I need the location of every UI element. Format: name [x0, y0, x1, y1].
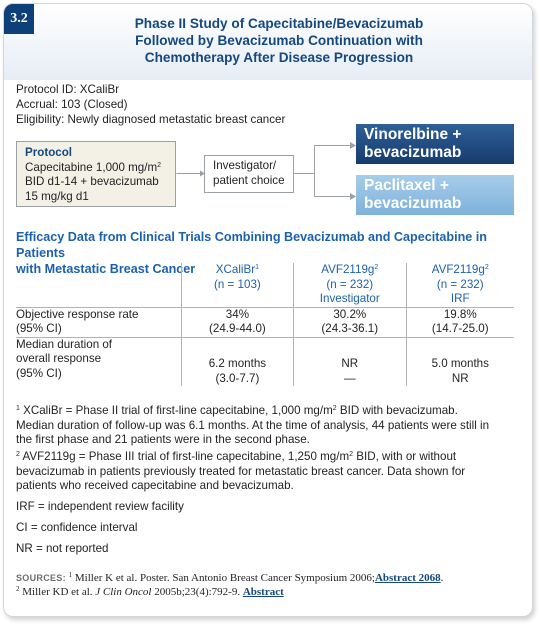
- col-sup: 2: [484, 264, 489, 271]
- header-xcalibr: [181, 263, 293, 307]
- table-cell: [294, 307, 406, 337]
- cell-ci: (24.9-44.0): [209, 322, 266, 335]
- cell-value: 6.2 months: [208, 357, 267, 370]
- source-mark: 1: [68, 571, 73, 579]
- footnote-xcalibr: [16, 404, 514, 448]
- protocol-dose-sup: 2: [157, 161, 162, 169]
- arm1-line-2: bevacizumab: [364, 144, 462, 161]
- source-line-2: [16, 586, 516, 600]
- footnote-line: Median duration of follow-up was 6.1 months. At the time of analysis, 44 patients were still in: [16, 418, 490, 432]
- arm2-line-2: bevacizumab: [364, 195, 462, 212]
- table-cell: [406, 337, 514, 386]
- choice-line-2: patient choice: [213, 174, 285, 187]
- cell-ci: —: [343, 371, 356, 385]
- row-label: [16, 307, 181, 337]
- protocol-heading: Protocol: [25, 146, 73, 159]
- table-cell: [406, 307, 514, 337]
- footnote-line: patients who received capecitabine and bevacizumab.: [16, 479, 294, 492]
- journal-name: J Clin Oncol: [95, 585, 152, 598]
- source-text: Miller K et al. Poster. San Antonio Breast Cancer Symposium 2006;: [72, 572, 375, 584]
- footnote-mark: 2: [16, 451, 20, 458]
- eligibility: Eligibility: Newly diagnosed metastatic breast cancer: [16, 113, 286, 126]
- efficacy-table: [16, 263, 514, 386]
- row-label: [16, 337, 181, 386]
- sources-label: SOURCES:: [16, 573, 66, 583]
- col-n: (n = 232): [436, 277, 484, 291]
- cell-value: NR: [341, 357, 359, 370]
- footnote-avf2119g: [16, 450, 514, 494]
- table-row: [16, 337, 514, 386]
- abbrev-nr: NR = not reported: [16, 542, 109, 555]
- col-sup: 1: [255, 264, 260, 271]
- header-empty-cell: [16, 263, 181, 307]
- footnote-text: XCaliBr = Phase II trial of first-line capecitabine, 1,000 mg/m: [19, 404, 333, 417]
- abbrev-irf: IRF = independent review facility: [16, 500, 184, 513]
- footnote-line: [16, 450, 514, 465]
- title-line-2: Followed by Bevacizumab Continuation with: [135, 33, 423, 48]
- arm2-line-1: Paclitaxel +: [364, 177, 449, 194]
- row-label-line: overall response: [16, 352, 102, 365]
- source-text: Miller KD et al.: [19, 585, 96, 598]
- row-label-line: (95% CI): [16, 322, 62, 335]
- protocol-id: Protocol ID: XCaliBr: [16, 83, 120, 96]
- source-text: .: [440, 572, 444, 584]
- col-n: (n = 103): [214, 277, 261, 291]
- table-row: [16, 307, 514, 337]
- table-header-row: [16, 263, 514, 307]
- header-avf2119g-investigator: [294, 263, 406, 307]
- cell-value: 5.0 months: [431, 357, 489, 370]
- arm-paclitaxel-box: [356, 175, 514, 215]
- source-text: 2005b;23(4):792-9.: [151, 585, 243, 598]
- footnote-line: bevacizumab in patients previously treated for metastatic breast cancer. Data shown for: [16, 464, 466, 478]
- protocol-line-1: [25, 161, 175, 176]
- cell-value: 19.8%: [443, 307, 477, 321]
- col-name: AVF2119g: [321, 263, 375, 276]
- footnote-sup: 2: [349, 451, 354, 458]
- protocol-dose: Capecitabine 1,000 mg/m: [25, 160, 158, 174]
- source-mark: 2: [16, 584, 20, 593]
- footnote-text: BID with bevacizumab.: [336, 404, 458, 417]
- protocol-line-2: BID d1-14 + bevacizumab: [25, 175, 159, 188]
- table-cell: [181, 337, 293, 386]
- row-label-line: (95% CI): [16, 366, 62, 380]
- table-cell: [181, 307, 293, 337]
- footnote-mark: 1: [16, 405, 20, 412]
- protocol-line-3: 15 mg/kg d1: [25, 189, 89, 203]
- accrual: Accrual: 103 (Closed): [16, 98, 128, 111]
- efficacy-title-line-2: with Metastatic Breast Cancer: [16, 262, 196, 276]
- title-line-1: Phase II Study of Capecitabine/Bevacizumab: [134, 16, 424, 31]
- footnote-text: AVF2119g = Phase III trial of first-line capecitabine, 1,250 mg/m: [19, 450, 350, 463]
- cell-ci: (14.7-25.0): [431, 322, 489, 335]
- abstract-2068-link[interactable]: Abstract 2068: [374, 572, 441, 584]
- footnote-sup: 2: [332, 405, 337, 412]
- title-line-3: Chemotherapy After Disease Progression: [144, 50, 414, 65]
- footnote-text: BID, with or without: [353, 450, 457, 463]
- cell-ci: (3.0-7.7): [215, 371, 260, 385]
- header-avf2119g-irf: [406, 263, 514, 307]
- efficacy-title-line-1: Efficacy Data from Clinical Trials Combining Bevacizumab and Capecitabine in Patients: [16, 230, 487, 260]
- col-sup: 2: [374, 264, 379, 271]
- source-line-1: [16, 572, 516, 586]
- footnote-line: the first phase and 21 patients were in the second phase.: [16, 433, 310, 446]
- arm1-line-1: Vinorelbine +: [364, 126, 462, 143]
- cell-ci: NR: [451, 371, 469, 385]
- protocol-box: [16, 141, 176, 207]
- row-label-line: Objective response rate: [16, 307, 139, 321]
- abbrev-ci: CI = confidence interval: [16, 521, 138, 534]
- investigator-choice-box: [204, 155, 294, 193]
- slide-number-badge: 3.2: [4, 4, 34, 34]
- col-name: XCaliBr: [215, 263, 256, 276]
- cell-ci: (24.3-36.1): [321, 322, 379, 335]
- sources: [16, 572, 516, 599]
- col-name: AVF2119g: [431, 263, 485, 276]
- arm-vinorelbine-box: [356, 124, 514, 164]
- table-cell: [294, 337, 406, 386]
- cell-value: 34%: [225, 307, 250, 321]
- col-n: (n = 232): [326, 277, 374, 291]
- col-sub: Investigator: [319, 292, 380, 305]
- footnote-line: [16, 404, 514, 419]
- choice-line-1: Investigator/: [213, 159, 277, 172]
- cell-value: 30.2%: [333, 307, 367, 321]
- abstract-link[interactable]: Abstract: [242, 585, 284, 598]
- col-sub: IRF: [450, 292, 470, 305]
- row-label-line: Median duration of: [16, 337, 113, 351]
